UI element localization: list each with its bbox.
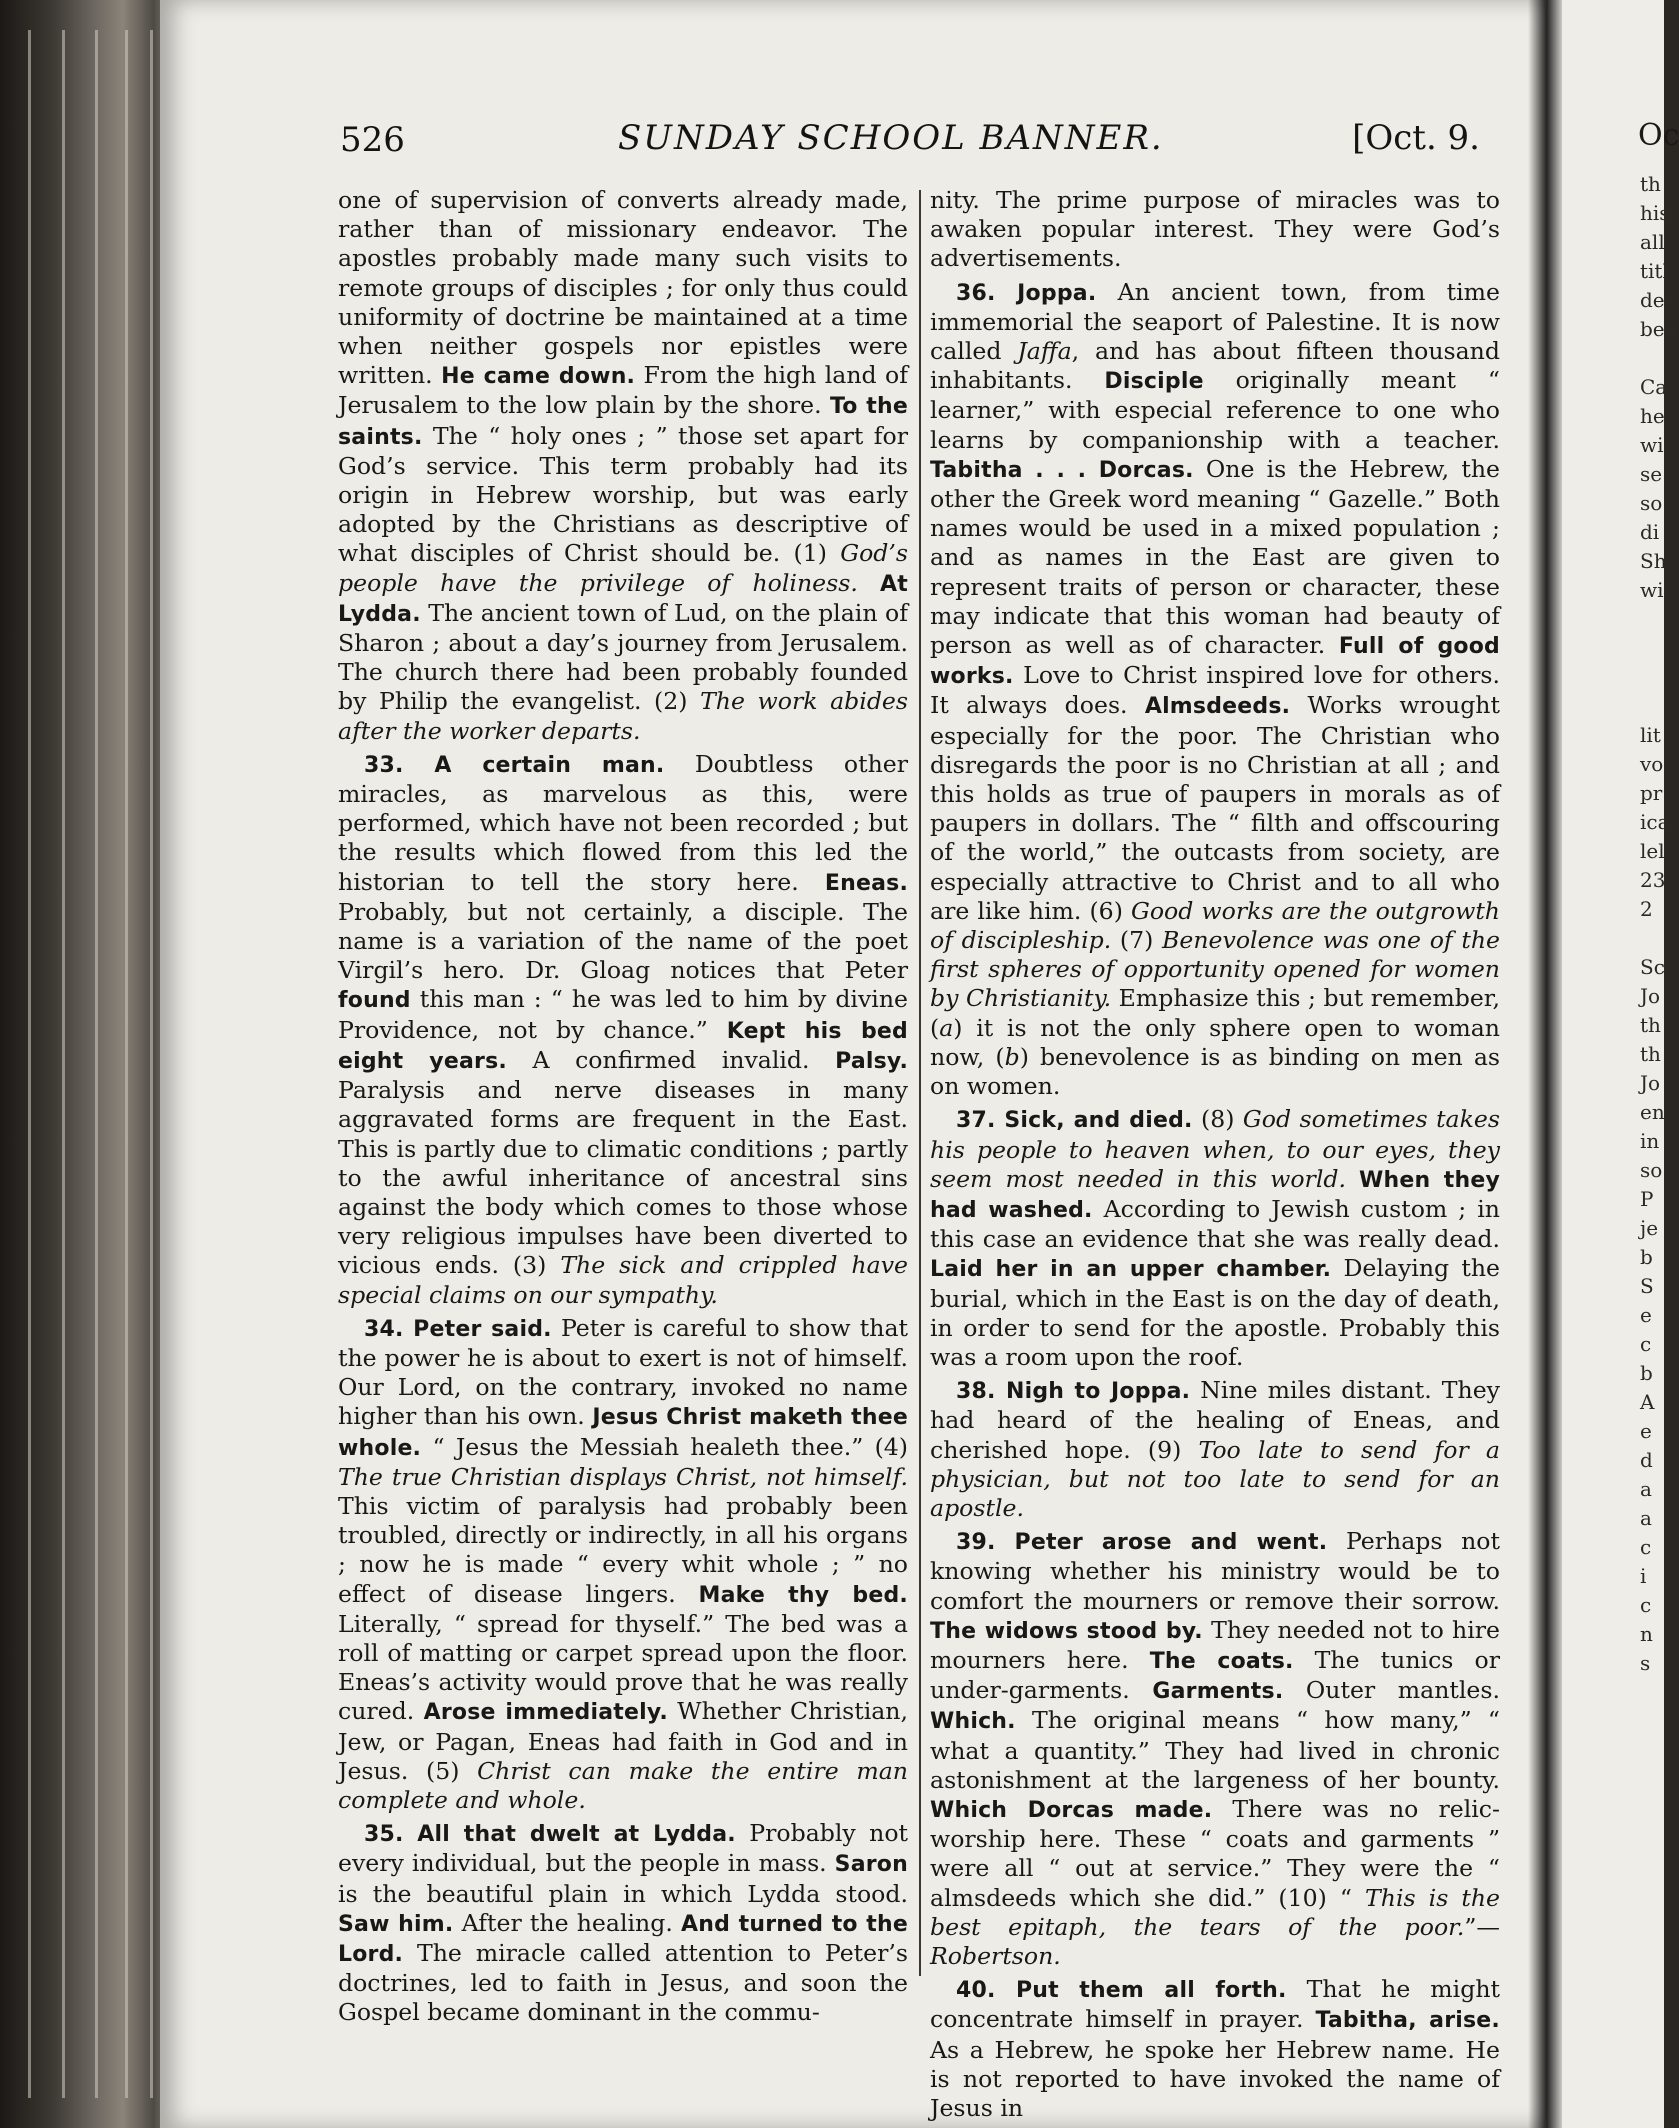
- verse-heading: Palsy.: [835, 1048, 909, 1074]
- column-rule: [919, 190, 921, 1976]
- adjacent-line-fragment: th: [1640, 172, 1661, 196]
- body-text: The original means “ how many,” “ what a quantity.” They had lived in chronic astonishment at the largeness of her bounty.: [930, 1706, 1500, 1794]
- italic-note: The sick and crippled have special claims on our sympathy.: [338, 1251, 908, 1309]
- adjacent-line-fragment: i: [1640, 1564, 1647, 1588]
- adjacent-line-fragment: c: [1640, 1593, 1652, 1617]
- verse-heading: 39. Peter arose and went.: [956, 1530, 1328, 1556]
- body-text: There was no relic-worship here. These “ coats and garments ” were all “ out at service.” They were the “ almsdeeds which she did.” (10) “: [930, 1794, 1500, 1912]
- gutter-shadow: [1528, 0, 1562, 2128]
- adjacent-line-fragment: S: [1640, 1274, 1654, 1298]
- verse-heading: Laid her in an upper chamber.: [930, 1257, 1332, 1283]
- verse-heading: 35. All that dwelt at Lydda.: [364, 1822, 736, 1848]
- body-text: That he might concentrate himself in prayer.: [930, 1975, 1500, 2034]
- body-text: After the healing.: [453, 1908, 682, 1937]
- body-text: [858, 569, 880, 597]
- body-text: originally meant “ learner,” with especial reference to one who learns by companionship with a teacher.: [930, 366, 1500, 454]
- body-text: ) it is not the only sphere open to woman now, (: [930, 1013, 1500, 1071]
- body-text: Works wrought especially for the poor. The Christian who disregards the poor is no Christian at all ; and this holds as true of paupers in morals as of paupers in dollars. The “ filth and offscouring of the world,” the outcasts from society, are especially attractive to Christ and to all who are like him. (6): [930, 691, 1500, 925]
- adjacent-line-fragment: e: [1640, 1303, 1652, 1327]
- italic-note: Robertson.: [930, 1941, 1061, 1970]
- body-text: (7): [1111, 926, 1163, 955]
- adjacent-line-fragment: a: [1640, 1477, 1652, 1501]
- adjacent-line-fragment: b: [1640, 1361, 1653, 1385]
- verse-heading: Full of good works.: [930, 634, 1500, 690]
- verse-heading: found: [338, 988, 411, 1014]
- italic-note: Jaffa: [1017, 337, 1072, 366]
- italic-note: Christ can make the entire man complete and whole.: [338, 1756, 908, 1814]
- body-text: Literally, “ spread for thyself.” The bed was a roll of matting or carpet spread upon the floor. Eneas’s activity would prove that he was really cured.: [338, 1609, 908, 1726]
- body-text: Emphasize this ; but remember, (: [930, 984, 1500, 1042]
- body-text: Probably, but not certainly, a disciple. The name is a variation of the name of the poet Virgil’s hero. Dr. Gloag notices that Peter: [338, 897, 908, 985]
- adjacent-line-fragment: [1640, 344, 1675, 373]
- right-column: [930, 186, 1500, 2123]
- paragraph: [930, 1105, 1500, 1372]
- adjacent-line-fragment: b: [1640, 1245, 1653, 1269]
- verse-heading: Saron: [834, 1852, 908, 1878]
- italic-note: This is the best epitaph, the tears of the poor.: [930, 1883, 1500, 1941]
- verse-heading: Garments.: [1152, 1679, 1284, 1705]
- verse-heading: Tabitha . . . Dorcas.: [930, 457, 1194, 483]
- adjacent-line-fragment: d: [1640, 1448, 1653, 1472]
- body-text: From the high land of Jerusalem to the low plain by the shore.: [338, 361, 908, 420]
- body-text: According to Jewish custom ; in this case an evidence that she was really dead.: [930, 1194, 1500, 1254]
- adjacent-line-fragment: Ca: [1640, 375, 1668, 399]
- body-text: is the beautiful plain in which Lydda stood.: [338, 1879, 908, 1908]
- verse-heading: Which.: [930, 1709, 1016, 1735]
- italic-note: Too late to send for a physician, but not too late to send for an apostle.: [930, 1435, 1500, 1522]
- italic-note: The true Christian displays Christ, not himself.: [338, 1462, 908, 1491]
- body-text: Perhaps not knowing whether his ministry would be to comfort the mourners or remove their sorrow.: [930, 1527, 1500, 1615]
- verse-heading: To the saints.: [338, 394, 908, 450]
- adjacent-line-fragment: he: [1640, 404, 1665, 428]
- italic-note: The work abides after the worker departs.: [338, 687, 909, 745]
- body-text: Nine miles distant. They had heard of the healing of Eneas, and cherished hope. (9): [930, 1376, 1500, 1464]
- body-text: ) benevolence is as binding on men as on women.: [930, 1042, 1500, 1101]
- italic-note: God’s people have the privilege of holiness.: [338, 539, 908, 597]
- adjacent-line-fragment: [1640, 692, 1675, 721]
- adjacent-line-fragment: e: [1640, 1419, 1652, 1443]
- verse-heading: 36. Joppa.: [956, 280, 1097, 306]
- verse-heading: Saw him.: [338, 1911, 454, 1937]
- body-text: A confirmed invalid.: [506, 1045, 836, 1074]
- verse-heading: Kept his bed eight years.: [338, 1018, 908, 1074]
- verse-heading: Arose immediately.: [423, 1700, 668, 1726]
- adjacent-line-fragment: en: [1640, 1100, 1665, 1124]
- adjacent-line-fragment: des: [1640, 288, 1675, 312]
- adjacent-line-fragment: pr: [1640, 781, 1663, 805]
- body-text: , and has about fifteen thousand inhabitants.: [930, 337, 1500, 395]
- adjacent-line-fragment: [1640, 924, 1675, 953]
- adjacent-line-fragment: P: [1640, 1187, 1654, 1211]
- body-text: One is the Hebrew, the other the Greek word meaning “ Gazelle.” Both names would be used in a mixed population ; and as names in the East are given to represent traits of person or character, these may indicate that this woman had beauty of person as well as of character.: [930, 454, 1500, 660]
- body-text: The tunics or under-garments.: [930, 1645, 1500, 1705]
- italic-note: b: [1004, 1042, 1020, 1071]
- adjacent-line-fragment: lit: [1640, 723, 1661, 747]
- adjacent-line-fragment: [1640, 663, 1675, 692]
- verse-heading: The widows stood by.: [930, 1618, 1203, 1644]
- body-text: As a Hebrew, he spoke her Hebrew name. He is not reported to have invoked the name of Jesus in: [930, 2035, 1500, 2122]
- body-text: Whether Christian, Jew, or Pagan, Eneas had faith in God and in Jesus. (5): [338, 1697, 908, 1785]
- adjacent-line-fragment: n: [1640, 1622, 1653, 1646]
- adjacent-line-fragment: titl: [1640, 259, 1669, 283]
- running-title: SUNDAY SCHOOL BANNER.: [618, 118, 1164, 158]
- body-text: They needed not to hire mourners here.: [930, 1615, 1501, 1674]
- adjacent-line-fragment: wi: [1640, 578, 1664, 602]
- verse-heading: 33. A certain man.: [364, 752, 665, 778]
- verse-heading: He came down.: [441, 364, 636, 390]
- paragraph: [930, 278, 1500, 1102]
- adjacent-line-fragment: th: [1640, 1013, 1661, 1037]
- body-text: Love to Christ inspired love for others. It always does.: [930, 661, 1500, 720]
- verse-heading: The coats.: [1149, 1648, 1294, 1674]
- italic-note: Benevolence was one of the first spheres of opportunity opened for women by Christianity.: [930, 926, 1500, 1013]
- adjacent-line-fragment: his: [1640, 201, 1670, 225]
- paragraph: [930, 186, 1500, 274]
- adjacent-line-fragment: [1640, 605, 1675, 634]
- adjacent-line-fragment: bes: [1640, 317, 1675, 341]
- verse-heading: 34. Peter said.: [364, 1316, 552, 1342]
- issue-date: [Oct. 9.: [1352, 118, 1480, 158]
- verse-heading: Which Dorcas made.: [930, 1797, 1213, 1823]
- adjacent-line-fragment: ica: [1640, 810, 1670, 834]
- page-header: [340, 112, 1480, 162]
- adjacent-line-fragment: so: [1640, 491, 1663, 515]
- verse-heading: Make thy bed.: [698, 1582, 908, 1608]
- paragraph: [338, 750, 908, 1310]
- body-text: Doubtless other miracles, as marvelous as this, were performed, which have not been recorded ; but the results which flowed from this led the historian to tell the story here.: [338, 749, 909, 896]
- adjacent-line-fragment: so: [1640, 1158, 1663, 1182]
- verse-heading: 38. Nigh to Joppa.: [956, 1379, 1191, 1405]
- page-number: 526: [340, 120, 405, 160]
- adjacent-line-fragment: lel: [1640, 839, 1665, 863]
- adjacent-line-fragment: Jo: [1640, 984, 1661, 1008]
- adjacent-line-fragment: a: [1640, 1506, 1652, 1530]
- verse-heading: 40. Put them all forth.: [956, 1978, 1287, 2004]
- paragraph: [338, 186, 908, 746]
- body-text: nity. The prime purpose of miracles was to awaken popular interest. They were God’s advertisements.: [930, 186, 1500, 273]
- body-text: Paralysis and nerve diseases in many aggravated forms are frequent in the East. This is partly due to climatic conditions ; partly to the awful inheritance of ancestral sins against the body which comes to those whose very religious impulses have been diverted to vicious ends. (3): [338, 1076, 908, 1280]
- adjacent-line-fragment: all: [1640, 230, 1665, 254]
- verse-heading: Almsdeeds.: [1144, 694, 1291, 720]
- adjacent-line-fragment: vo: [1640, 752, 1664, 776]
- adjacent-line-fragment: s: [1640, 1651, 1651, 1675]
- paragraph: [930, 1975, 1500, 2123]
- paragraph: [338, 1314, 908, 1815]
- adjacent-line-fragment: 2: [1640, 897, 1653, 921]
- italic-note: a: [939, 1013, 954, 1042]
- adjacent-line-fragment: je: [1640, 1216, 1659, 1240]
- verse-heading: Tabitha, arise.: [1315, 2008, 1500, 2034]
- adjacent-line-fragment: 23: [1640, 868, 1666, 892]
- body-text: This victim of paralysis had probably been troubled, directly or indirectly, in all his organs ; now he is made “ every whit whole ; ” no effect of disease lingers.: [338, 1491, 908, 1608]
- body-text: ”—: [1464, 1912, 1500, 1941]
- verse-heading: And turned to the Lord.: [338, 1911, 908, 1967]
- left-column: [338, 186, 908, 2028]
- adjacent-line-fragment: Sh: [1640, 549, 1667, 573]
- adjacent-line-fragment: A: [1640, 1390, 1655, 1414]
- paragraph: [930, 1527, 1500, 1971]
- adjacent-line-fragment: se: [1640, 462, 1663, 486]
- verse-heading: Jesus Christ maketh thee whole.: [338, 1405, 908, 1461]
- adjacent-page-text: [1640, 170, 1675, 1678]
- body-text: (8): [1192, 1105, 1243, 1134]
- paragraph: [930, 1376, 1500, 1523]
- body-text: An ancient town, from time immemorial the seaport of Palestine. It is now called: [930, 277, 1500, 366]
- body-text: one of supervision of converts already made, rather than of missionary endeavor. The apostles probably made many such visits to remote groups of disciples ; for only thus could uniformity of doctrine be maintained at a time when neither gospels nor epistles were written.: [338, 186, 908, 390]
- adjacent-line-fragment: di: [1640, 520, 1660, 544]
- body-text: The miracle called attention to Peter’s doctrines, led to faith in Jesus, and soon the Gospel became dominant in the commu-: [338, 1938, 908, 2027]
- verse-heading: 37. Sick, and died.: [956, 1108, 1193, 1134]
- verse-heading: At Lydda.: [338, 571, 908, 627]
- adjacent-line-fragment: c: [1640, 1535, 1652, 1559]
- body-text: Outer mantles.: [1283, 1676, 1500, 1705]
- body-text: “ Jesus the Messiah healeth thee.” (4): [421, 1432, 908, 1461]
- adjacent-line-fragment: th: [1640, 1042, 1661, 1066]
- body-text: Probably not every individual, but the people in mass.: [338, 1819, 909, 1878]
- adjacent-line-fragment: in: [1640, 1129, 1660, 1153]
- body-text: this man : “ he was led to him by divine Providence, not by chance.”: [338, 985, 908, 1044]
- body-text: The “ holy ones ; ” those set apart for God’s service. This term probably had its origin in Hebrew worship, but was early adopted by the Christians as descriptive of what disciples of Christ should be. (1): [338, 421, 908, 568]
- paragraph: [338, 1819, 908, 2027]
- adjacent-page: [1545, 0, 1679, 2128]
- body-text: Delaying the burial, which in the East is on the day of death, in order to send for the apostle. Probably this was a room upon the roof.: [930, 1254, 1500, 1371]
- body-text: [1346, 1165, 1359, 1193]
- verse-heading: Disciple: [1104, 369, 1204, 395]
- adjacent-page-header: Oc: [1638, 118, 1679, 153]
- verse-heading: Eneas.: [824, 870, 908, 896]
- italic-note: God sometimes takes his people to heaven when, to our eyes, they seem most needed in this world.: [930, 1105, 1500, 1193]
- italic-note: Good works are the outgrowth of discipleship.: [930, 896, 1500, 955]
- adjacent-line-fragment: [1640, 634, 1675, 663]
- body-text: The ancient town of Lud, on the plain of Sharon ; about a day’s journey from Jerusalem. The church there had been probably founded by Philip the evangelist. (2): [338, 598, 908, 716]
- body-text: Peter is careful to show that the power he is about to exert is not of himself. Our Lord, on the contrary, invoked no name higher than his own.: [338, 1313, 908, 1431]
- adjacent-line-fragment: Sc: [1640, 955, 1665, 979]
- verse-heading: When they had washed.: [930, 1167, 1500, 1223]
- adjacent-line-fragment: Jo: [1640, 1071, 1661, 1095]
- adjacent-line-fragment: c: [1640, 1332, 1652, 1356]
- adjacent-line-fragment: wi: [1640, 433, 1664, 457]
